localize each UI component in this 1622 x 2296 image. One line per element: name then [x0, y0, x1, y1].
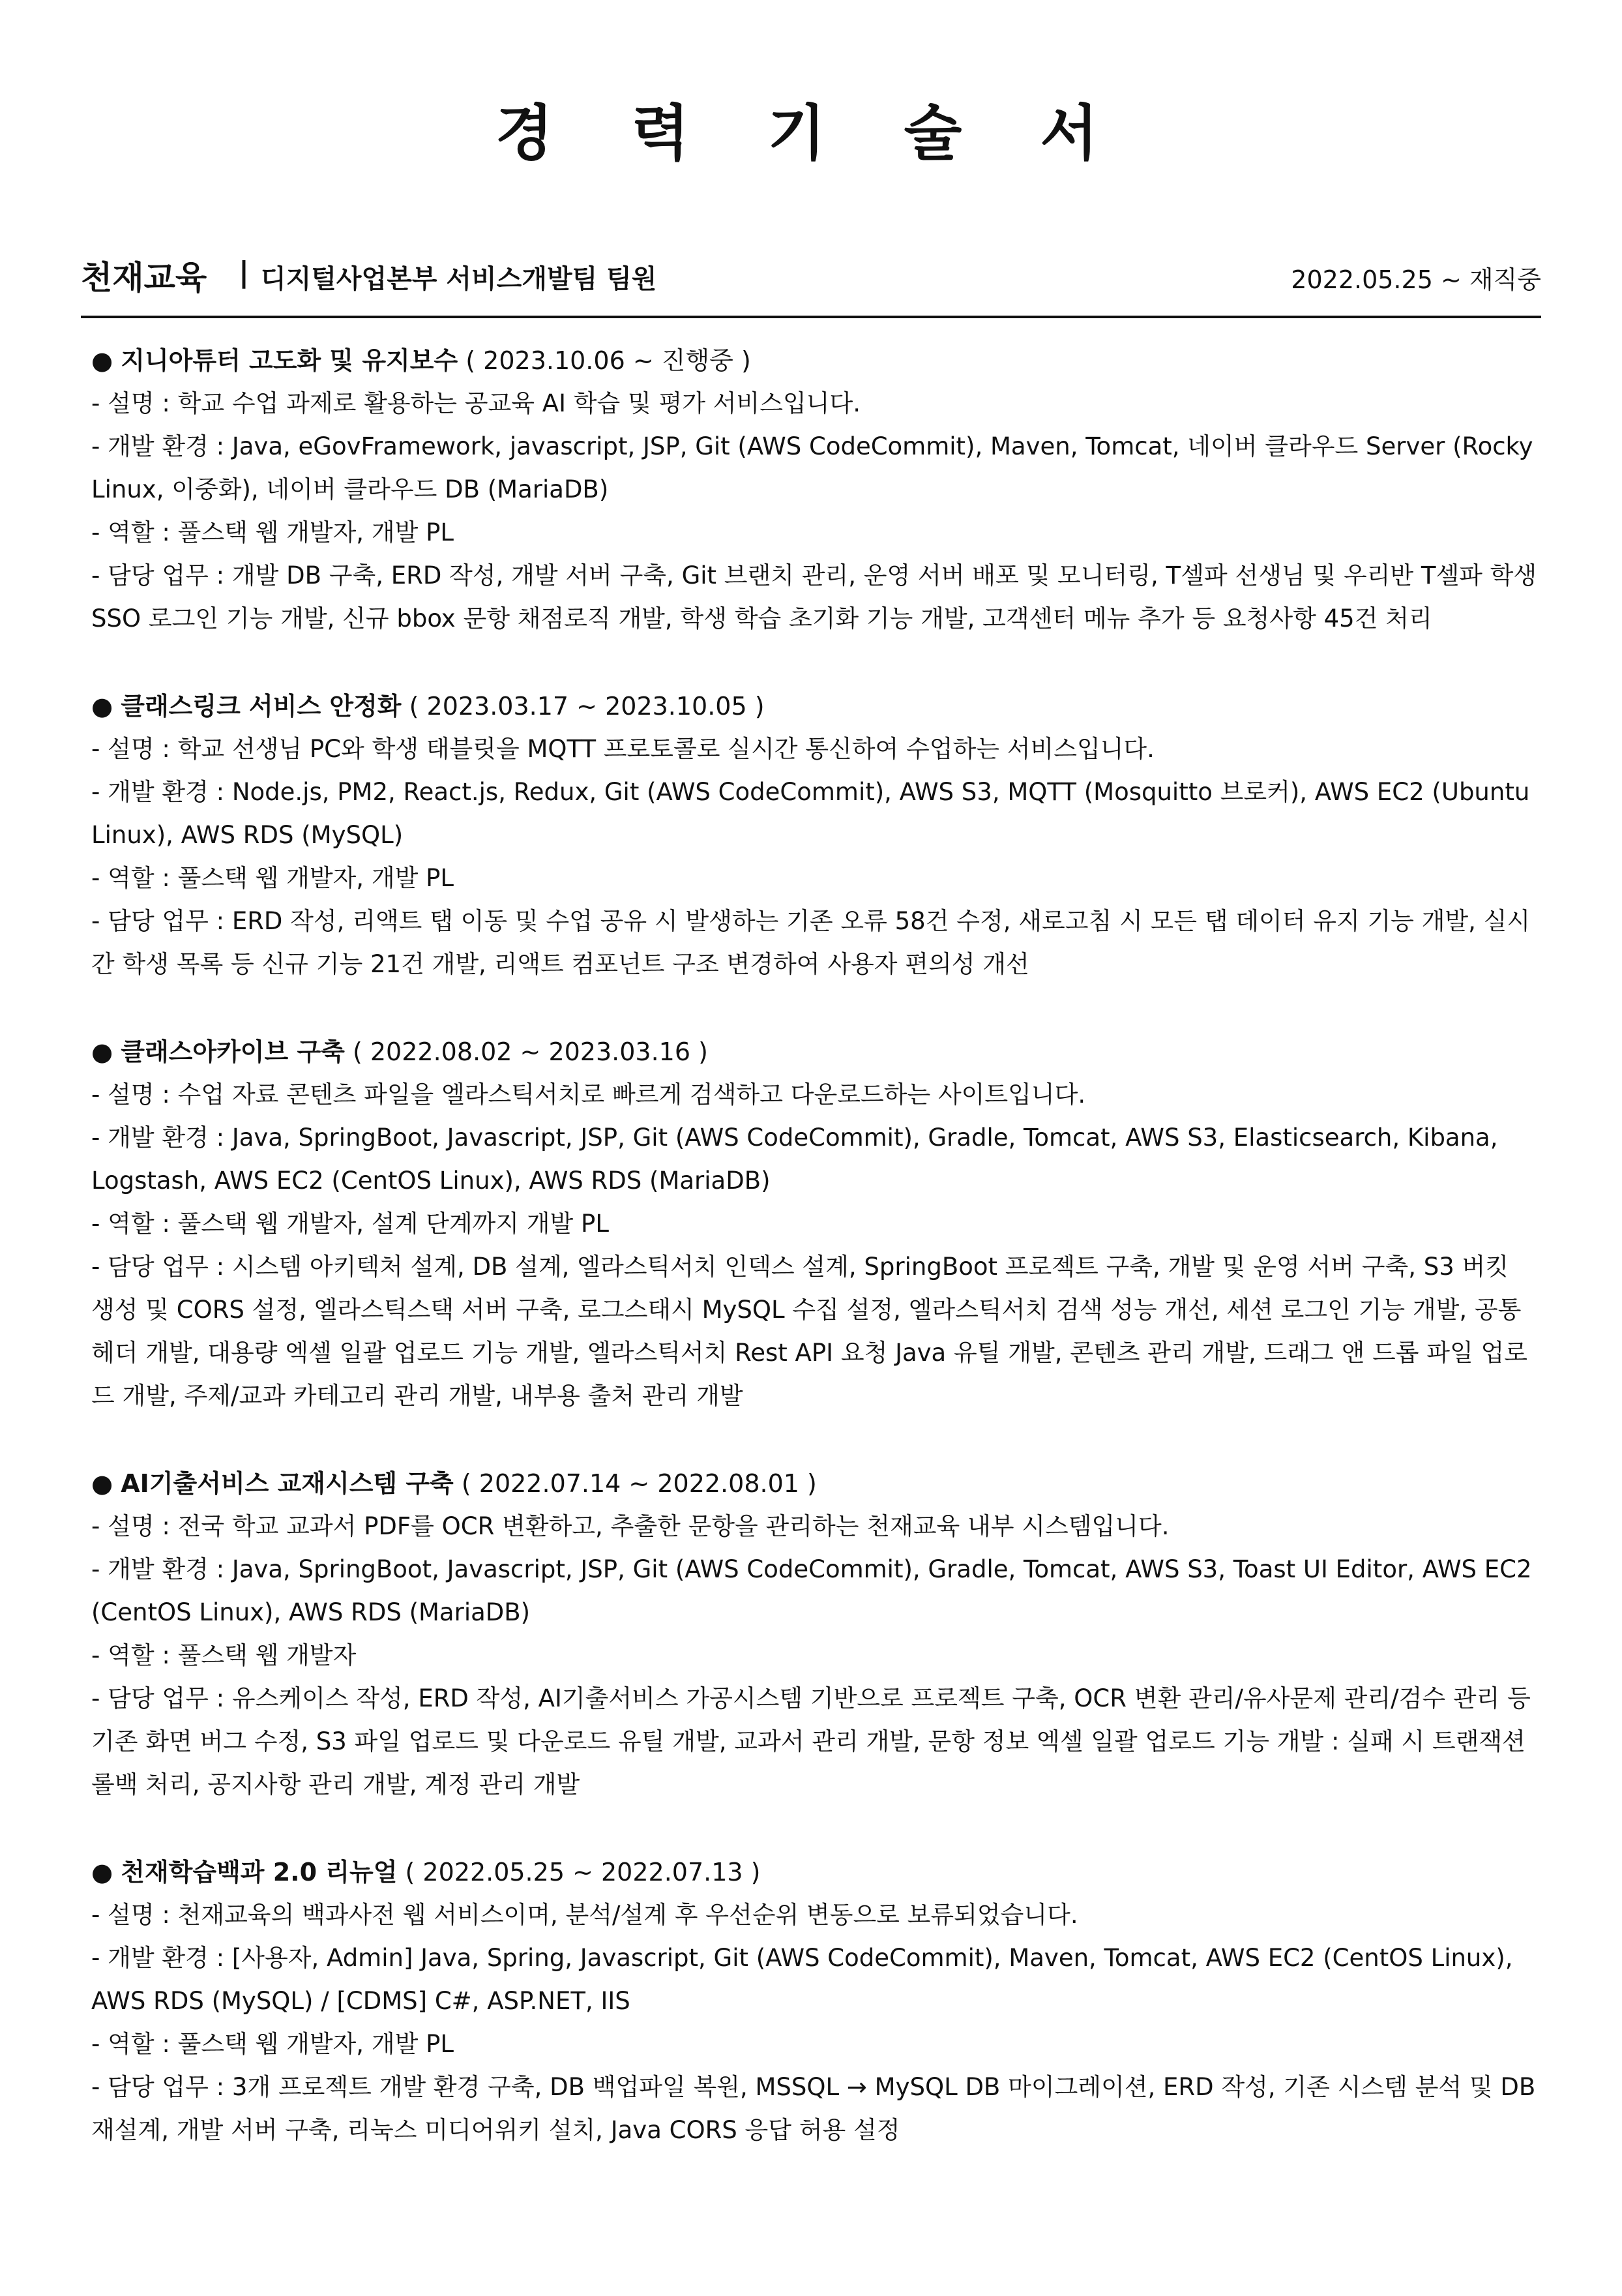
description-text: 학교 선생님 PC와 학생 태블릿을 MQTT 프로토콜로 실시간 통신하여 수업하는 서비스입니다.	[177, 735, 1155, 763]
project-role	[91, 511, 1539, 554]
description-label: - 설명 :	[91, 1081, 178, 1109]
project-name: AI기출서비스 교재시스템 구축	[121, 1469, 454, 1498]
bullet-icon: ●	[91, 692, 113, 721]
role-label: - 역할 :	[91, 2030, 178, 2058]
environment-label: - 개발 환경 :	[91, 432, 232, 460]
duty-text: 시스템 아키텍처 설계, DB 설계, 엘라스틱서치 인덱스 설계, SpringBoot 프로젝트 구축, 개발 및 운영 서버 구축, S3 버킷 생성 및 CORS 설정, 엘라스틱스택 서버 구축, 로그스태시 MySQL 수집 설정, 엘라스틱서치 검색 성능 개선, 세션 로그인 기능 개발, 공통 헤더 개발, 대용량 엑셀 일괄 업로드 기능 개발, 엘라스틱서치 Rest API 요청 Java 유틸 개발, 콘텐츠 관리 개발, 드래그 앤 드롭 파일 업로드 개발, 주제/교과 카테고리 관리 개발, 내부용 출처 관리 개발	[91, 1253, 1527, 1410]
project-environment	[91, 1937, 1539, 2023]
project-environment	[91, 1116, 1539, 1202]
description-text: 전국 학교 교과서 PDF를 OCR 변환하고, 추출한 문항을 관리하는 천재교육 내부 시스템입니다.	[177, 1512, 1170, 1540]
project-description	[91, 1894, 1539, 1937]
environment-text: Java, SpringBoot, Javascript, JSP, Git (AWS CodeCommit), Gradle, Tomcat, AWS S3, Elasticsearch, Kibana, Logstash, AWS EC2 (CentOS Linux), AWS RDS (MariaDB)	[91, 1124, 1498, 1195]
project-description	[91, 1073, 1539, 1116]
description-label: - 설명 :	[91, 1512, 178, 1540]
project-section	[91, 685, 1539, 986]
project-section	[91, 339, 1539, 640]
duty-text: 3개 프로젝트 개발 환경 구축, DB 백업파일 복원, MSSQL → MySQL DB 마이그레이션, ERD 작성, 기존 시스템 분석 및 DB 재설계, 개발 서버 구축, 리눅스 미디어위키 설치, Java CORS 응답 허용 설정	[91, 2073, 1536, 2144]
duty-text: 개발 DB 구축, ERD 작성, 개발 서버 구축, Git 브랜치 관리, 운영 서버 배포 및 모니터링, T셀파 선생님 및 우리반 T셀파 학생 SSO 로그인 기능 개발, 신규 bbox 문항 채점로직 개발, 학생 학습 초기화 기능 개발, 고객센터 메뉴 추가 등 요청사항 45건 처리	[91, 561, 1537, 633]
duty-label: - 담당 업무 :	[91, 907, 232, 935]
bullet-icon: ●	[91, 1858, 113, 1886]
bullet-icon: ●	[91, 1037, 113, 1066]
project-period: ( 2022.07.14 ~ 2022.08.01 )	[461, 1469, 817, 1498]
environment-label: - 개발 환경 :	[91, 778, 232, 806]
project-duty	[91, 1245, 1539, 1418]
bullet-icon: ●	[91, 1469, 113, 1498]
duty-text: 유스케이스 작성, ERD 작성, AI기출서비스 가공시스템 기반으로 프로젝트 구축, OCR 변환 관리/유사문제 관리/검수 관리 등 기존 화면 버그 수정, S3 파일 업로드 및 다운로드 유틸 개발, 교과서 관리 개발, 문항 정보 엑셀 일괄 업로드 기능 개발 : 실패 시 트랜잭션 롤백 처리, 공지사항 관리 개발, 계정 관리 개발	[91, 1684, 1531, 1798]
project-period: ( 2022.08.02 ~ 2023.03.16 )	[352, 1037, 708, 1066]
project-name: 클래스링크 서비스 안정화	[121, 692, 402, 721]
role-text: 풀스택 웹 개발자, 개발 PL	[177, 2030, 454, 2058]
environment-label: - 개발 환경 :	[91, 1555, 232, 1583]
duty-label: - 담당 업무 :	[91, 1253, 232, 1281]
company-period: 2022.05.25 ~ 재직중	[1291, 265, 1541, 294]
project-name: 천재학습백과 2.0 리뉴얼	[121, 1858, 398, 1886]
duty-label: - 담당 업무 :	[91, 2073, 232, 2101]
project-duty	[91, 900, 1539, 986]
duty-label: - 담당 업무 :	[91, 1684, 232, 1712]
description-label: - 설명 :	[91, 735, 178, 763]
document-title: 경 력 기 술 서	[495, 98, 1127, 168]
role-label: - 역할 :	[91, 864, 178, 892]
role-text: 풀스택 웹 개발자, 개발 PL	[177, 518, 454, 546]
company-name: 천재교육	[81, 259, 207, 297]
project-period: ( 2023.10.06 ~ 진행중 )	[465, 346, 751, 375]
project-environment	[91, 771, 1539, 857]
project-name: 클래스아카이브 구축	[121, 1037, 345, 1066]
project-role	[91, 1202, 1539, 1245]
role-label: - 역할 :	[91, 1210, 178, 1238]
description-label: - 설명 :	[91, 1901, 178, 1929]
project-heading	[91, 1462, 1539, 1505]
project-duty	[91, 2066, 1539, 2152]
project-description	[91, 1505, 1539, 1548]
project-heading	[91, 339, 1539, 382]
project-environment	[91, 1548, 1539, 1634]
environment-text: Node.js, PM2, React.js, Redux, Git (AWS CodeCommit), AWS S3, MQTT (Mosquitto 브로커), AWS EC2 (Ubuntu Linux), AWS RDS (MySQL)	[91, 778, 1530, 849]
duty-text: ERD 작성, 리액트 탭 이동 및 수업 공유 시 발생하는 기존 오류 58건 수정, 새로고침 시 모든 탭 데이터 유지 기능 개발, 실시간 학생 목록 등 신규 기능 21건 개발, 리액트 컴포넌트 구조 변경하여 사용자 편의성 개선	[91, 907, 1531, 978]
project-period: ( 2023.03.17 ~ 2023.10.05 )	[409, 692, 765, 721]
description-label: - 설명 :	[91, 389, 178, 417]
description-text: 학교 수업 과제로 활용하는 공교육 AI 학습 및 평가 서비스입니다.	[177, 389, 861, 417]
project-period: ( 2022.05.25 ~ 2022.07.13 )	[405, 1858, 761, 1886]
bullet-icon: ●	[91, 346, 113, 375]
role-label: - 역할 :	[91, 1641, 178, 1669]
project-environment	[91, 425, 1539, 511]
description-text: 수업 자료 콘텐츠 파일을 엘라스틱서치로 빠르게 검색하고 다운로드하는 사이트입니다.	[177, 1081, 1086, 1109]
role-text: 풀스택 웹 개발자, 설계 단계까지 개발 PL	[177, 1210, 609, 1238]
environment-text: Java, eGovFramework, javascript, JSP, Git (AWS CodeCommit), Maven, Tomcat, 네이버 클라우드 Server (Rocky Linux, 이중화), 네이버 클라우드 DB (MariaDB)	[91, 432, 1533, 503]
duty-label: - 담당 업무 :	[91, 561, 232, 589]
description-text: 천재교육의 백과사전 웹 서비스이며, 분석/설계 후 우선순위 변동으로 보류되었습니다.	[177, 1901, 1078, 1929]
role-text: 풀스택 웹 개발자	[177, 1641, 357, 1669]
project-heading	[91, 1030, 1539, 1073]
project-heading	[91, 1851, 1539, 1894]
role-text: 풀스택 웹 개발자, 개발 PL	[177, 864, 454, 892]
project-description	[91, 382, 1539, 425]
project-section	[91, 1030, 1539, 1418]
role-label: - 역할 :	[91, 518, 178, 546]
environment-text: Java, SpringBoot, Javascript, JSP, Git (AWS CodeCommit), Gradle, Tomcat, AWS S3, Toast UI Editor, AWS EC2 (CentOS Linux), AWS RDS (MariaDB)	[91, 1555, 1532, 1626]
project-list	[91, 339, 1539, 2196]
company-department: 디지털사업본부 서비스개발팀 팀원	[261, 264, 657, 294]
project-section	[91, 1851, 1539, 2152]
project-duty	[91, 554, 1539, 640]
project-role	[91, 857, 1539, 900]
project-role	[91, 2023, 1539, 2066]
project-role	[91, 1634, 1539, 1677]
project-section	[91, 1462, 1539, 1806]
project-description	[91, 728, 1539, 771]
environment-label: - 개발 환경 :	[91, 1124, 232, 1152]
project-duty	[91, 1677, 1539, 1806]
company-separator: |	[239, 256, 250, 289]
environment-text: [사용자, Admin] Java, Spring, Javascript, Git (AWS CodeCommit), Maven, Tomcat, AWS EC2 (CentOS Linux), AWS RDS (MySQL) / [CDMS] C#, ASP.NET, IIS	[91, 1944, 1513, 2015]
project-heading	[91, 685, 1539, 728]
company-header	[81, 250, 1541, 318]
project-name: 지니아튜터 고도화 및 유지보수	[121, 346, 458, 375]
environment-label: - 개발 환경 :	[91, 1944, 232, 1972]
